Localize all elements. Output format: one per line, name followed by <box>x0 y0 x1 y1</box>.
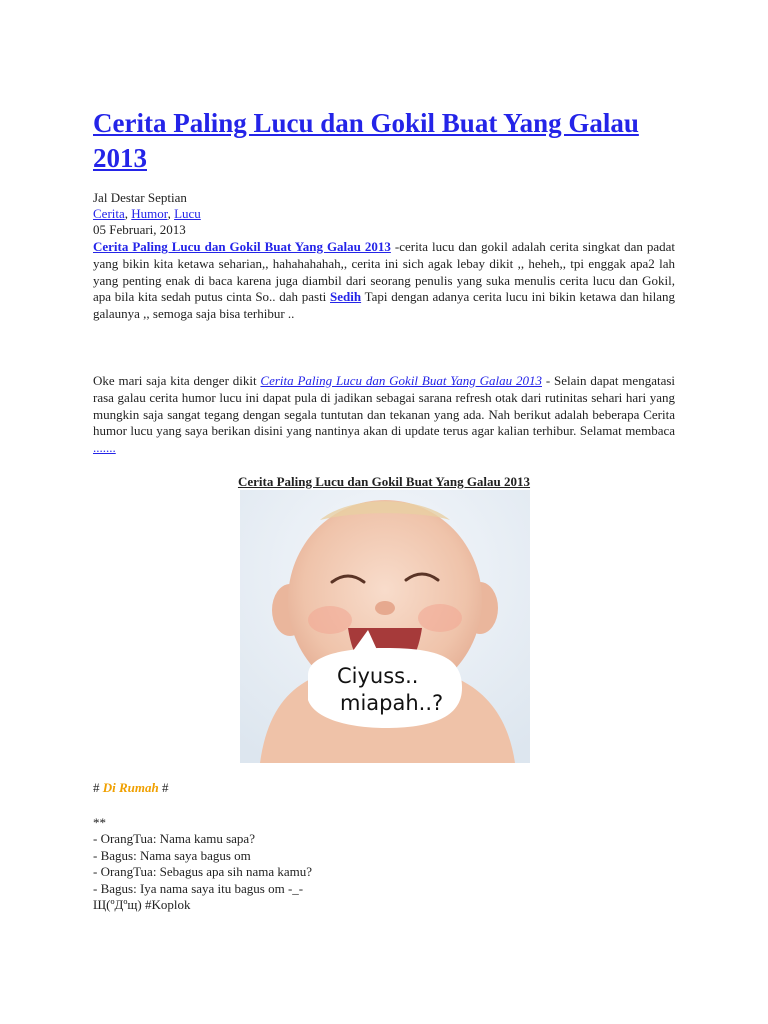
intro-text-a: -cerita lucu dan gokil adalah cerita singkat dan padat yang bikin kita ketawa seharian,, hahahahahah,, cerita ini sich agak lebay dikit ,, heheh,, tpi enggak apa2 lah yang penting enak di baca karena juga diambil dari seorang penulis yang suka menulis cerita lucu dan Gokil, apa bila kita sedah putus cinta So.. dah pasti <box>93 239 676 305</box>
dialog-line: - OrangTua: Nama kamu sapa? <box>93 831 255 847</box>
section-label: Di Rumah <box>102 780 159 795</box>
intro-paragraph <box>93 239 675 323</box>
intro-title-link[interactable]: Cerita Paling Lucu dan Gokil Buat Yang Galau 2013 <box>93 239 391 254</box>
dialog-line: Щ(ºДºщ) #Koplok <box>93 897 191 913</box>
category-link-cerita[interactable]: Cerita <box>93 206 125 221</box>
category-list: Cerita, Humor, Lucu <box>93 206 201 221</box>
intro-text-b: Tapi dengan adanya cerita lucu ini bikin ketawa dan hilang galaunya ,, semoga saja bisa terhibur .. <box>93 289 675 322</box>
baby-illustration <box>240 490 530 763</box>
laughing-baby-image <box>240 490 530 763</box>
bubble-text-line1: Ciyuss.. <box>337 664 419 688</box>
dialog-line: - OrangTua: Sebagus apa sih nama kamu? <box>93 864 313 880</box>
category-link-lucu[interactable]: Lucu <box>174 206 201 221</box>
author-name: Jal Destar Septian <box>93 190 187 205</box>
hash-left: # <box>93 780 103 795</box>
image-caption: Cerita Paling Lucu dan Gokil Buat Yang Galau 2013 <box>237 474 531 489</box>
sedih-link[interactable]: Sedih <box>330 289 362 305</box>
body-text-b: - Selain dapat mengatasi rasa galau cerita humor lucu ini dapat pula di jadikan sebagai sarana refresh otak dari rutinitas sehari hari yang mungkin saja sangat tegang dengan segala tuntutan dan tekanan yang ada. Nah berikut adalah beberapa Cerita humor lucu yang saya berikan disini yang nantinya akan di update terus agar kalian terhibur. Selamat membaca <box>93 373 676 439</box>
hash-right: # <box>158 780 169 795</box>
dialog-line: ** <box>93 815 106 830</box>
dialog-line: - Bagus: Nama saya bagus om <box>93 847 251 863</box>
body-title-link[interactable]: Cerita Paling Lucu dan Gokil Buat Yang Galau 2013 <box>260 373 542 388</box>
post-date: 05 Februari, 2013 <box>93 222 186 237</box>
post-meta <box>93 190 201 238</box>
dialog-line: - Bagus: Iya nama saya itu bagus om -_- <box>93 880 304 896</box>
category-link-humor[interactable]: Humor <box>131 206 168 221</box>
body-text-a: Oke mari saja kita denger dikit <box>93 373 261 388</box>
read-more-link[interactable]: ....... <box>93 440 116 456</box>
article-title-link[interactable]: Cerita Paling Lucu dan Gokil Buat Yang Galau 2013 <box>93 108 639 173</box>
dialog-block <box>93 815 312 913</box>
section-heading <box>93 780 169 796</box>
bubble-text-line2: miapah..? <box>340 691 444 715</box>
body-paragraph <box>93 373 675 457</box>
